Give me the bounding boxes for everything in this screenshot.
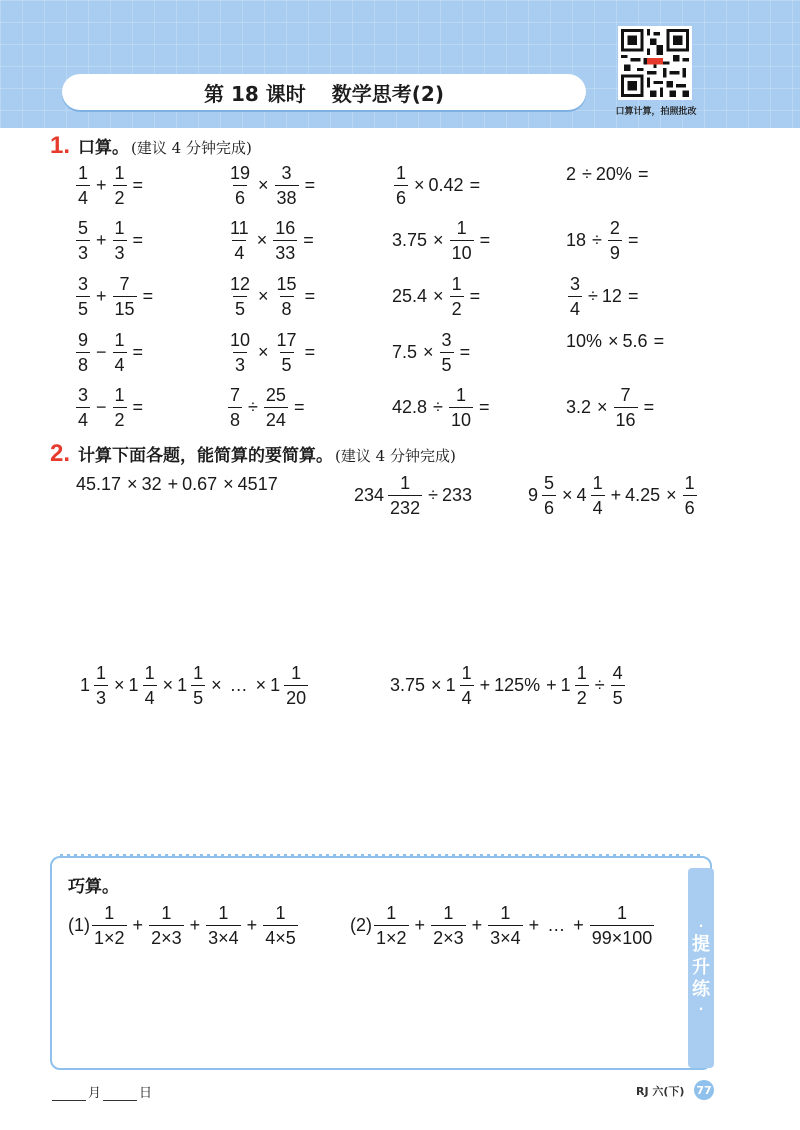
- operator: +: [96, 286, 107, 306]
- number: 1: [128, 675, 139, 695]
- number: 0.67: [182, 474, 218, 494]
- operator: ×: [162, 675, 174, 695]
- operator: ×: [431, 675, 442, 695]
- number: 1: [445, 675, 456, 695]
- fraction: $\frac{25}{24}$: [265, 385, 286, 430]
- operator: ×: [433, 286, 444, 306]
- problem-label: (1): [68, 915, 90, 935]
- oral-problem: [74, 386, 147, 429]
- oral-problem: [226, 219, 318, 262]
- fraction: $\frac{1}{2}$: [114, 385, 125, 430]
- operator: ×: [258, 175, 269, 195]
- oral-problem: [566, 386, 658, 429]
- operator: =: [293, 397, 305, 417]
- tab-char: 升: [692, 956, 710, 978]
- operator: =: [653, 331, 665, 351]
- fraction: $\frac{15}{8}$: [276, 274, 297, 319]
- operator: =: [304, 175, 316, 195]
- fraction: $\frac{7}{8}$: [230, 385, 241, 430]
- oral-problem: [392, 219, 494, 262]
- section-1-title: 口算。: [78, 138, 130, 158]
- number: 3.2: [566, 397, 592, 417]
- fraction: $\frac{1}{3}$: [114, 218, 125, 263]
- operator: …: [547, 915, 566, 935]
- oral-problem: [566, 331, 668, 352]
- number: 234: [354, 485, 385, 505]
- operator: ×: [211, 675, 222, 695]
- section-2-problem: [528, 474, 699, 517]
- operator: ÷: [582, 164, 592, 184]
- fraction: $\frac{1}{2\times 3}$: [433, 903, 464, 948]
- number: 4517: [237, 474, 278, 494]
- month-blank[interactable]: [52, 1087, 86, 1101]
- section-2-problem: [80, 664, 310, 707]
- operator: +: [96, 230, 107, 250]
- number: 32: [141, 474, 162, 494]
- operator: ×: [114, 675, 125, 695]
- fraction: $\frac{7}{16}$: [615, 385, 636, 430]
- section-2-problem: [76, 474, 280, 495]
- fraction: $\frac{1}{1\times 2}$: [376, 903, 407, 948]
- fraction: $\frac{17}{5}$: [276, 330, 297, 375]
- operator: −: [96, 342, 107, 362]
- operator: =: [304, 286, 316, 306]
- section-2-heading: [50, 440, 456, 468]
- oral-problem: [74, 331, 147, 374]
- fraction: $\frac{1}{4}$: [114, 330, 125, 375]
- month-label: 月: [88, 1086, 102, 1101]
- number: 20%: [595, 164, 632, 184]
- page-number: 77: [694, 1080, 714, 1100]
- operator: =: [459, 342, 471, 362]
- number: 1: [177, 675, 188, 695]
- fraction: $\frac{1}{3\times 4}$: [208, 903, 239, 948]
- fraction: $\frac{1}{4}$: [461, 663, 472, 708]
- operator: +: [167, 474, 179, 494]
- operator: +: [546, 675, 557, 695]
- number: 18: [566, 230, 587, 250]
- page-title: [62, 74, 586, 110]
- number: 3.75: [390, 675, 426, 695]
- qr-caption: 口算计算，拍照批改: [615, 107, 697, 117]
- fraction: $\frac{3}{38}$: [276, 163, 297, 208]
- operator: ÷: [428, 485, 438, 505]
- lesson-number: 第 18 课时: [204, 81, 306, 106]
- number: 233: [441, 485, 473, 505]
- section-2-hint: (建议 4 分钟完成): [335, 447, 456, 465]
- practice-problem-1: [68, 904, 300, 947]
- footer-date: [50, 1082, 152, 1101]
- operator: ×: [433, 230, 444, 250]
- operator: =: [303, 230, 314, 250]
- fraction: $\frac{1}{3\times 4}$: [490, 903, 521, 948]
- fraction: $\frac{12}{5}$: [230, 274, 251, 319]
- operator: ÷: [592, 230, 602, 250]
- fraction: $\frac{3}{5}$: [441, 330, 452, 375]
- side-tab-advanced-practice: · 提 升 练 ·: [688, 868, 714, 1068]
- operator: +: [573, 915, 584, 935]
- fraction: $\frac{10}{3}$: [230, 330, 251, 375]
- operator: +: [610, 485, 622, 505]
- day-label: 日: [139, 1086, 153, 1101]
- oral-problem: [74, 164, 147, 207]
- operator: =: [142, 286, 154, 306]
- fraction: $\frac{19}{6}$: [230, 163, 251, 208]
- operator: ×: [608, 331, 619, 351]
- fraction: $\frac{3}{4}$: [78, 385, 89, 430]
- number: 3.75: [392, 230, 428, 250]
- oral-problem: [74, 219, 147, 262]
- oral-problem: [392, 386, 493, 429]
- tab-char: 练: [692, 979, 710, 1001]
- fraction: $\frac{9}{8}$: [78, 330, 89, 375]
- operator: ÷: [433, 397, 443, 417]
- operator: =: [469, 175, 481, 195]
- oral-problem: [226, 331, 319, 374]
- operator: …: [229, 675, 248, 695]
- fraction: $\frac{1}{20}$: [286, 663, 307, 708]
- section-2-problem: [390, 664, 627, 707]
- fraction: $\frac{1}{3}$: [96, 663, 107, 708]
- operator: =: [304, 342, 316, 362]
- operator: +: [471, 915, 483, 935]
- fraction: $\frac{1}{2\times 3}$: [151, 903, 182, 948]
- operator: ×: [223, 474, 234, 494]
- fraction: $\frac{1}{4}$: [592, 473, 603, 518]
- fraction: $\frac{3}{5}$: [78, 274, 89, 319]
- section-2-title: 计算下面各题，能简算的要简算。: [78, 446, 334, 466]
- fraction: $\frac{3}{4}$: [570, 274, 581, 319]
- number: 1: [270, 675, 281, 695]
- operator: ×: [666, 485, 677, 505]
- fraction: $\frac{11}{4}$: [230, 218, 249, 263]
- fraction: $\frac{1}{2}$: [451, 274, 462, 319]
- number: 4: [576, 485, 587, 505]
- operator: ÷: [248, 397, 258, 417]
- operator: −: [96, 397, 107, 417]
- operator: ×: [597, 397, 608, 417]
- fraction: $\frac{5}{3}$: [78, 218, 89, 263]
- oral-problem: [226, 164, 319, 207]
- number: 125%: [494, 675, 541, 695]
- operator: =: [637, 164, 649, 184]
- operator: =: [643, 397, 655, 417]
- number: 10%: [566, 331, 603, 351]
- fraction: $\frac{16}{33}$: [275, 218, 296, 263]
- oral-problem: [566, 219, 642, 262]
- operator: =: [132, 397, 144, 417]
- number: 1: [80, 675, 91, 695]
- book-label: RJ 六(下): [636, 1085, 685, 1098]
- section-2-number: 2.: [50, 440, 71, 467]
- oral-problem: [226, 386, 308, 429]
- number: 5.6: [622, 331, 648, 351]
- operator: =: [478, 397, 490, 417]
- tab-char: 提: [692, 934, 710, 956]
- fraction: $\frac{7}{15}$: [114, 274, 135, 319]
- fraction: $\frac{1}{4}$: [144, 663, 155, 708]
- section-1-number: 1.: [50, 132, 71, 159]
- number: 7.5: [392, 342, 418, 362]
- operator: =: [479, 230, 491, 250]
- operator: ÷: [588, 286, 598, 306]
- fraction: $\frac{2}{9}$: [609, 218, 620, 263]
- oral-problem: [392, 275, 484, 318]
- operator: +: [189, 915, 201, 935]
- operator: +: [96, 175, 107, 195]
- number: 0.42: [428, 175, 464, 195]
- oral-problem: [566, 164, 652, 185]
- operator: ×: [256, 230, 268, 250]
- fraction: $\frac{1}{6}$: [684, 473, 695, 518]
- fraction: $\frac{4}{5}$: [612, 663, 623, 708]
- fraction: $\frac{1}{1\times 2}$: [94, 903, 125, 948]
- fraction: $\frac{1}{99\times 100}$: [591, 903, 653, 948]
- number: 2: [566, 164, 577, 184]
- number: 12: [601, 286, 622, 306]
- section-1-heading: [50, 132, 252, 160]
- operator: ×: [423, 342, 434, 362]
- number: 9: [528, 485, 539, 505]
- lesson-topic: 数学思考(2): [331, 81, 444, 106]
- section-2-problem: [354, 474, 474, 517]
- fraction: $\frac{1}{10}$: [450, 385, 471, 430]
- number: 45.17: [76, 474, 122, 494]
- number: 1: [560, 675, 571, 695]
- number: 42.8: [392, 397, 428, 417]
- oral-problem: [566, 275, 642, 318]
- fraction: $\frac{1}{4\times 5}$: [265, 903, 296, 948]
- operator: ×: [258, 286, 269, 306]
- operator: ×: [127, 474, 138, 494]
- fraction: $\frac{5}{6}$: [544, 473, 555, 518]
- operator: ×: [255, 675, 267, 695]
- operator: =: [132, 175, 144, 195]
- operator: +: [479, 675, 491, 695]
- practice-box-divider: [60, 854, 700, 858]
- operator: +: [414, 915, 426, 935]
- number: 4.25: [625, 485, 661, 505]
- oral-problem: [226, 275, 319, 318]
- problem-label: (2): [350, 915, 372, 935]
- operator: +: [246, 915, 258, 935]
- operator: =: [627, 230, 639, 250]
- fraction: $\frac{1}{10}$: [451, 218, 472, 263]
- practice-problem-2: [350, 904, 656, 947]
- operator: =: [469, 286, 481, 306]
- oral-problem: [392, 164, 484, 207]
- practice-title: 巧算。: [68, 877, 119, 897]
- fraction: $\frac{1}{4}$: [78, 163, 89, 208]
- operator: +: [528, 915, 540, 935]
- fraction: $\frac{1}{232}$: [390, 473, 421, 518]
- operator: ×: [562, 485, 573, 505]
- fraction: $\frac{1}{6}$: [396, 163, 407, 208]
- fraction: $\frac{1}{5}$: [193, 663, 204, 708]
- day-blank[interactable]: [103, 1087, 137, 1101]
- fraction: $\frac{1}{2}$: [114, 163, 125, 208]
- practice-box: [50, 856, 712, 1070]
- qr-code-icon[interactable]: [618, 26, 692, 100]
- operator: ÷: [594, 675, 605, 695]
- oral-problem: [392, 331, 474, 374]
- number: 25.4: [392, 286, 428, 306]
- operator: =: [132, 342, 144, 362]
- section-1-hint: (建议 4 分钟完成): [131, 139, 252, 157]
- operator: ×: [414, 175, 425, 195]
- operator: ×: [258, 342, 269, 362]
- oral-problem: [74, 275, 157, 318]
- fraction: $\frac{1}{2}$: [576, 663, 587, 708]
- operator: +: [132, 915, 144, 935]
- operator: =: [132, 230, 144, 250]
- operator: =: [627, 286, 639, 306]
